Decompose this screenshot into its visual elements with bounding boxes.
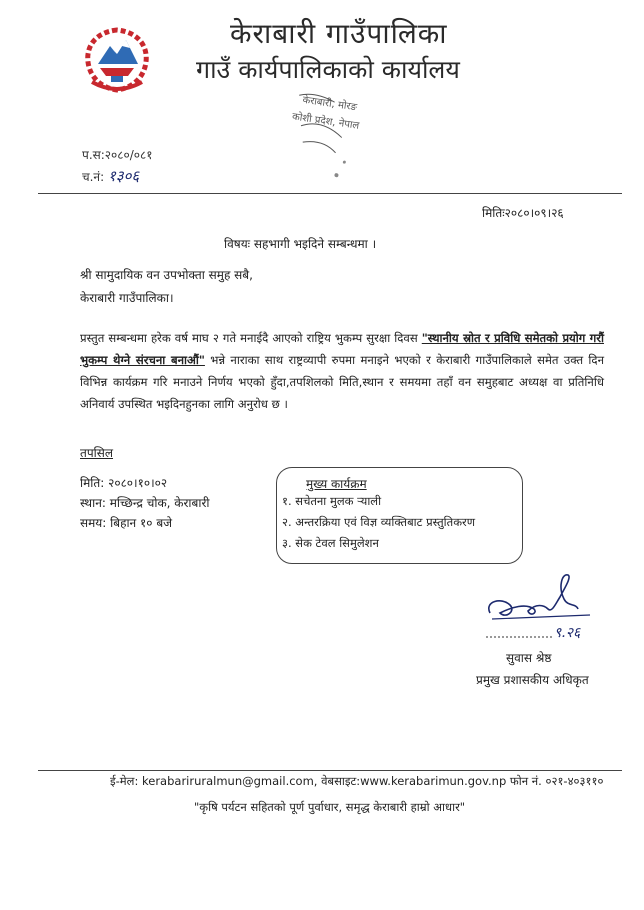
letter-subject: विषयः सहभागी भइदिने सम्बन्धमा । xyxy=(224,237,377,251)
body-slogan: "स्थानीय स्रोत र प्रविधि समेतको प्रयोग गरौं भुकम्प थेग्ने संरचना बनाऔं" xyxy=(80,331,604,367)
body-part1: प्रस्तुत सम्बन्धमा हरेक वर्ष माघ २ गते मनाईदै आएको राष्ट्रिय भुकम्प सुरक्षा दिवस xyxy=(80,331,418,345)
header-divider xyxy=(38,193,622,194)
program-item: ३. सेक टेवल सिमुलेशन xyxy=(282,536,379,550)
stamp-line1: केराबारी, मोरङ xyxy=(301,94,358,114)
signature-date: ९.२६ xyxy=(554,625,581,641)
office-title-line1: केराबारी गाउँपालिका xyxy=(230,17,448,50)
stamp-line2: कोशी प्रदेश, नेपाल xyxy=(291,111,360,132)
footer-contact: ई-मेल: kerabariruralmun@gmail.com, वेबसाइट:www.kerabarimun.gov.np फोन नं. ०२१-४०३११० xyxy=(110,774,604,788)
event-date: मिति: २०८०।१०।०२ xyxy=(80,476,168,490)
addressee-line1: श्री सामुदायिक वन उपभोक्ता समुह सबै, xyxy=(80,268,253,282)
program-item: २. अन्तरक्रिया एवं विज्ञ व्यक्तिबाट प्रस्तुतिकरण xyxy=(282,515,476,529)
chalani-label: च.नं: xyxy=(82,170,105,184)
signatory-name: सुवास श्रेष्ठ xyxy=(506,651,552,665)
details-heading: तपसिल xyxy=(80,446,114,460)
addressee-line2: केराबारी गाउँपालिका। xyxy=(80,291,174,305)
footer-divider xyxy=(38,770,622,771)
footer-motto: "कृषि पर्यटन सहितको पूर्ण पुर्वाधार, समृद्ध केराबारी हाम्रो आधार" xyxy=(194,800,466,814)
patra-sankhya-label: प.स: xyxy=(82,148,105,162)
patra-sankhya-value: २०८०/०८१ xyxy=(104,148,153,162)
signature xyxy=(482,573,600,645)
letter-date: मितिः२०८०।०९।२६ xyxy=(482,206,564,220)
body-part2: भन्ने नाराका साथ राष्ट्रव्यापी रुपमा मनाइने भएको र केराबारी गाउँपालिकाले समेत उक्त दिन विभिन्न कार्यक्रम गरि मनाउने निर्णय भएको हुँदा,तपशिलको मिति,स्थान र समयमा तहाँ वन समुहबाट अध्यक्ष वा प्रतिनिधि अनिवार्य उपस्थित भइदिनहुनका लागि अनुरोध छ । xyxy=(80,353,605,411)
reference-number xyxy=(82,146,153,163)
program-item: १. सचेतना मुलक र्‍याली xyxy=(282,494,382,508)
chalani-value: १३०६ xyxy=(107,167,140,185)
letter-body xyxy=(80,327,604,415)
program-title: मुख्य कार्यक्रम xyxy=(306,477,367,491)
government-emblem xyxy=(78,24,156,94)
signatory-role: प्रमुख प्रशासकीय अधिकृत xyxy=(476,673,589,687)
office-title-line2: गाउँ कार्यपालिकाको कार्यालय xyxy=(196,55,460,84)
event-time: समय: बिहान १० बजे xyxy=(80,516,173,530)
event-place: स्थान: मच्छिन्द्र चोक, केराबारी xyxy=(80,496,210,510)
dispatch-number xyxy=(82,166,139,186)
office-stamp xyxy=(284,85,405,187)
